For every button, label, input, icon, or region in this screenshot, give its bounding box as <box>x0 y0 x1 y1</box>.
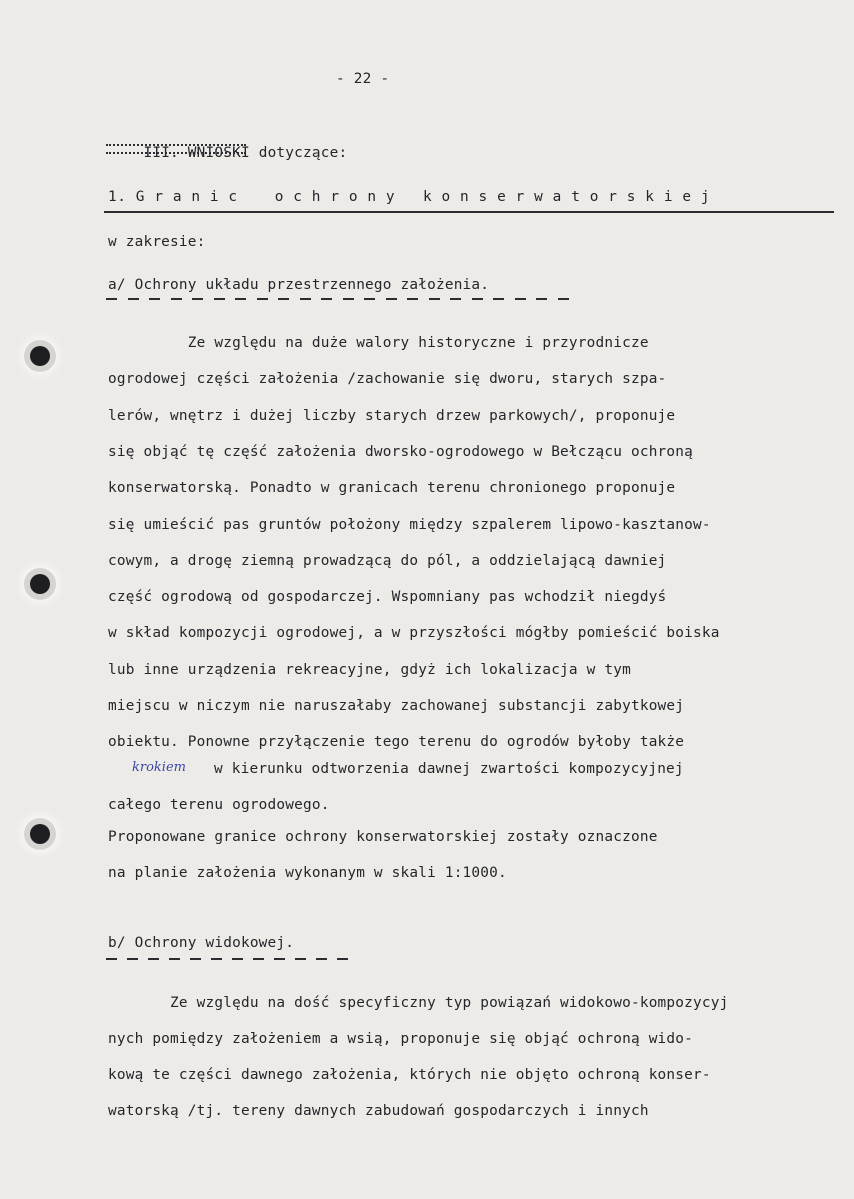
section-heading-number: III. WNIOSKI <box>143 145 250 161</box>
dash <box>493 298 504 300</box>
dash <box>450 298 461 300</box>
dash <box>295 958 306 960</box>
dash <box>386 298 397 300</box>
paragraph-line: cowym, a drogę ziemną prowadzącą do pól, a oddzielającą dawniej <box>108 552 667 569</box>
paragraph-line: obiektu. Ponowne przyłączenie tego terenu do ogrodów byłoby także <box>108 734 685 751</box>
dash <box>300 298 311 300</box>
item1-heading: 1. G r a n i c o c h r o n y k o n s e r w a t o r s k i e j <box>108 189 711 205</box>
paragraph-line: kową te części dawnego założenia, których nie objęto ochroną konser- <box>108 1067 711 1083</box>
dash <box>235 298 246 300</box>
paragraph-line: ogrodowej części założenia /zachowanie się dworu, starych szpa- <box>108 371 667 388</box>
paragraph-line-overstrike: całego terenu ogrodowego. <box>108 797 330 813</box>
sub-a-heading-dashes <box>106 298 580 302</box>
dash <box>515 298 526 300</box>
dash <box>472 298 483 300</box>
paragraph-line: w kierunku odtworzenia dawnej zwartości kompozycyjnej <box>214 761 684 777</box>
paragraph-line: się umieścić pas gruntów położony między szpalerem lipowo-kasztanow- <box>108 516 711 533</box>
dash <box>429 298 440 300</box>
dash <box>253 958 264 960</box>
paragraph-line: w skład kompozycji ogrodowej, a w przyszłości mógłby pomieścić boiska <box>108 625 720 642</box>
item1-heading-rule <box>104 211 834 213</box>
paragraph-line: na planie założenia wykonanym w skali 1:1000. <box>108 865 507 881</box>
dash <box>169 958 180 960</box>
dash <box>407 298 418 300</box>
paragraph-line: miejscu w niczym nie naruszałaby zachowanej substancji zabytkowej <box>108 698 685 714</box>
dash <box>128 298 139 300</box>
sub-b-heading-dashes <box>106 958 358 962</box>
dash <box>257 298 268 300</box>
binder-hole-bottom <box>30 824 50 844</box>
paragraph-line: lub inne urządzenia rekreacyjne, gdyż ich lokalizacja w tym <box>108 661 631 678</box>
dash <box>274 958 285 960</box>
dash <box>190 958 201 960</box>
dash <box>337 958 348 960</box>
dash <box>106 958 117 960</box>
dash <box>211 958 222 960</box>
dash <box>316 958 327 960</box>
binder-hole-middle <box>30 574 50 594</box>
dash <box>192 298 203 300</box>
dash <box>148 958 159 960</box>
paragraph-line: Ze względu na dość specyficzny typ powiązań widokowo-kompozycyj <box>108 995 729 1011</box>
paragraph-line: lerów, wnętrz i dużej liczby starych drzew parkowych/, proponuje <box>108 407 676 424</box>
page-number: - 22 - <box>336 71 390 87</box>
paragraph-line: Proponowane granice ochrony konserwatorskiej zostały oznaczone <box>108 829 658 845</box>
dash <box>278 298 289 300</box>
paragraph-line: część ogrodową od gospodarczej. Wspomniany pas wchodził niegdyś <box>108 589 667 606</box>
dash <box>214 298 225 300</box>
dash <box>364 298 375 300</box>
dash <box>106 298 117 300</box>
dash <box>558 298 569 300</box>
binder-hole-top <box>30 346 50 366</box>
sub-a-heading: a/ Ochrony układu przestrzennego założenia. <box>108 277 490 293</box>
dash <box>127 958 138 960</box>
sub-b-heading: b/ Ochrony widokowej. <box>108 935 295 951</box>
dash <box>536 298 547 300</box>
item1-subheading: w zakresie: <box>108 234 206 250</box>
dash <box>149 298 160 300</box>
paragraph-line: konserwatorską. Ponadto w granicach terenu chronionego proponuje <box>108 480 676 497</box>
dash <box>232 958 243 960</box>
dash <box>321 298 332 300</box>
handwritten-correction: krokiem <box>132 760 186 775</box>
dash <box>343 298 354 300</box>
dash <box>171 298 182 300</box>
paragraph-line: się objąć tę część założenia dworsko-ogrodowego w Bełczącu ochroną <box>108 443 694 460</box>
paragraph-line: Ze względu na duże walory historyczne i przyrodnicze <box>108 335 649 351</box>
paragraph-line: nych pomiędzy założeniem a wsią, proponuje się objąć ochroną wido- <box>108 1031 694 1047</box>
section-heading-rest: dotyczące: <box>249 145 348 161</box>
paragraph-line: watorską /tj. tereny dawnych zabudowań gospodarczych i innych <box>108 1103 649 1119</box>
section-heading-underline <box>106 144 246 154</box>
